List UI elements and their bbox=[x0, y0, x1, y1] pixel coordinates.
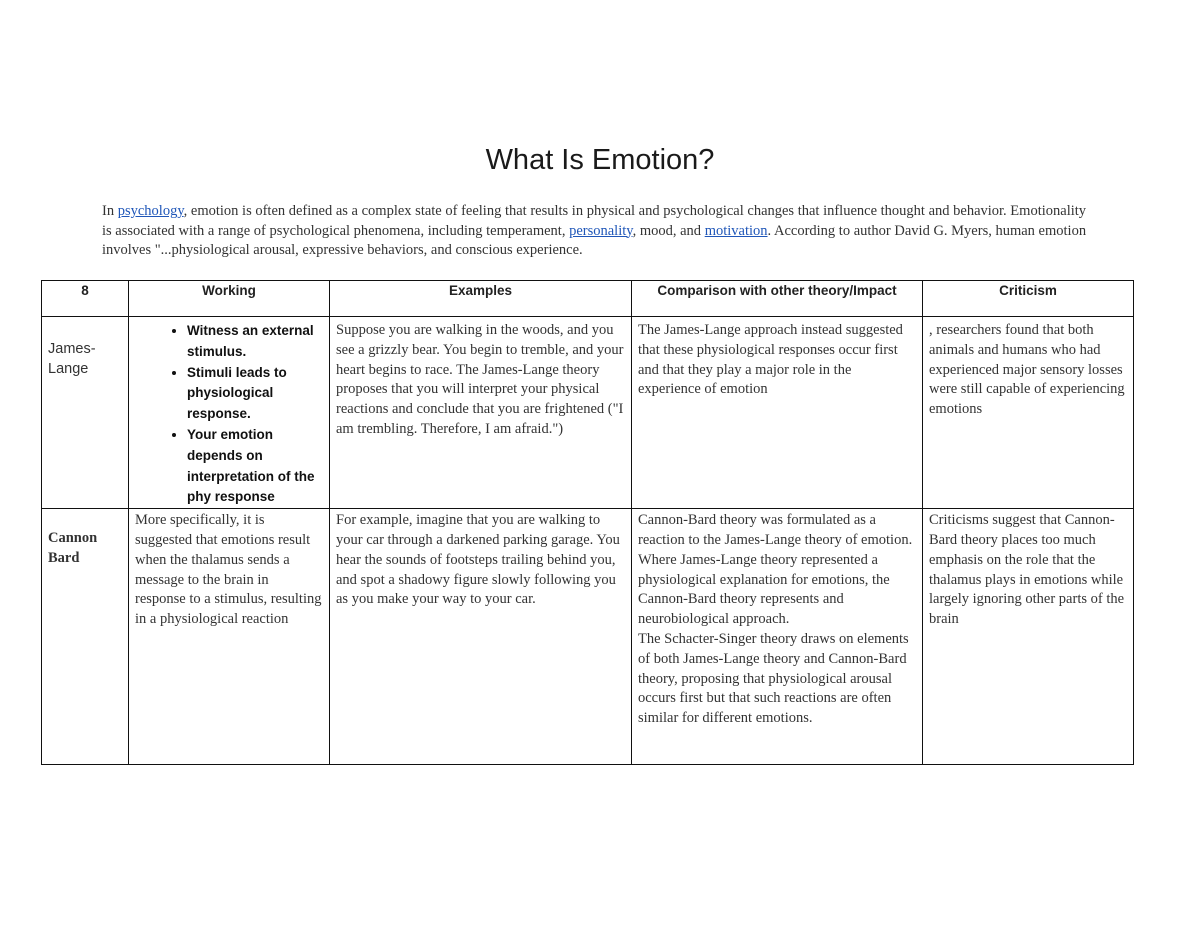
intro-text: , mood, and bbox=[632, 222, 705, 239]
criticism-cell: , researchers found that both animals and humans who had experienced major sensory losses were still capable of experiencing emotions bbox=[923, 317, 1134, 509]
psychology-link[interactable]: psychology bbox=[117, 203, 184, 219]
row-label: Cannon Bard bbox=[42, 509, 129, 765]
criticism-cell: Criticisms suggest that Cannon-Bard theory places too much emphasis on the role that the thalamus plays in emotions while largely ignoring other parts of the brain bbox=[923, 509, 1134, 765]
list-item: • Stimuli leads to physiological response. bbox=[187, 363, 325, 425]
table-header-row bbox=[42, 281, 1134, 317]
motivation-link[interactable]: motivation bbox=[704, 222, 768, 239]
personality-link[interactable]: personality bbox=[569, 222, 633, 239]
examples-cell: Suppose you are walking in the woods, and you see a grizzly bear. You begin to tremble, and your heart begins to race. The James-Lange theory proposes that you will interpret your physical reactions and conclude that you are frightened ("I am trembling. Therefore, I am afraid.") bbox=[330, 317, 632, 509]
examples-cell: For example, imagine that you are walking to your car through a darkened parking garage. You hear the sounds of footsteps trailing behind you, and spot a shadowy figure slowly following you as you make your way to your car. bbox=[330, 509, 632, 765]
comparison-paragraph: The Schacter-Singer theory draws on elements of both James-Lange theory and Cannon-Bard theory, proposing that physiological arousal occurs first but that such reactions are often similar for different emotions. bbox=[638, 630, 909, 727]
working-cell: More specifically, it is suggested that emotions result when the thalamus sends a message to the brain in response to a stimulus, resulting in a physiological reaction bbox=[129, 509, 330, 765]
table-row bbox=[42, 317, 1134, 509]
page-title: What Is Emotion? bbox=[485, 144, 715, 176]
row-label: James-Lange bbox=[42, 317, 129, 509]
intro-text: In bbox=[102, 203, 118, 219]
column-header: Working bbox=[129, 281, 330, 317]
column-header: Examples bbox=[330, 281, 632, 317]
comparison-cell: The James-Lange approach instead suggested that these physiological responses occur first and that they play a major role in the experience of emotion bbox=[632, 317, 923, 509]
list-item: • Witness an external stimulus. bbox=[187, 321, 325, 363]
comparison-cell bbox=[632, 509, 923, 765]
working-cell bbox=[129, 317, 330, 509]
working-steps-list bbox=[129, 321, 325, 508]
column-header: Comparison with other theory/Impact bbox=[632, 281, 923, 317]
intro-text: . According to author David G. Myers, human emotion involves "...physiological arousal, expressive behaviors, and conscious experience. bbox=[102, 222, 1087, 259]
emotion-theories-table bbox=[41, 280, 1134, 765]
column-header: Criticism bbox=[923, 281, 1134, 317]
comparison-paragraph: Cannon-Bard theory was formulated as a reaction to the James-Lange theory of emotion. Where James-Lange theory represented a physiological explanation for emotions, the Cannon-Bard theory represents and neurobiological approach. bbox=[638, 512, 913, 628]
column-header: 8 bbox=[42, 281, 129, 317]
intro-paragraph bbox=[102, 202, 1092, 261]
list-item: • Your emotion depends on interpretation of the phy response bbox=[187, 425, 325, 508]
table-row bbox=[42, 509, 1134, 765]
intro-text: , emotion is often defined as a complex state of feeling that results in physical and psychological changes that influence thought and behavior. Emotionality is associated with a range of psychological phenomena, including temperament, bbox=[102, 203, 1087, 239]
